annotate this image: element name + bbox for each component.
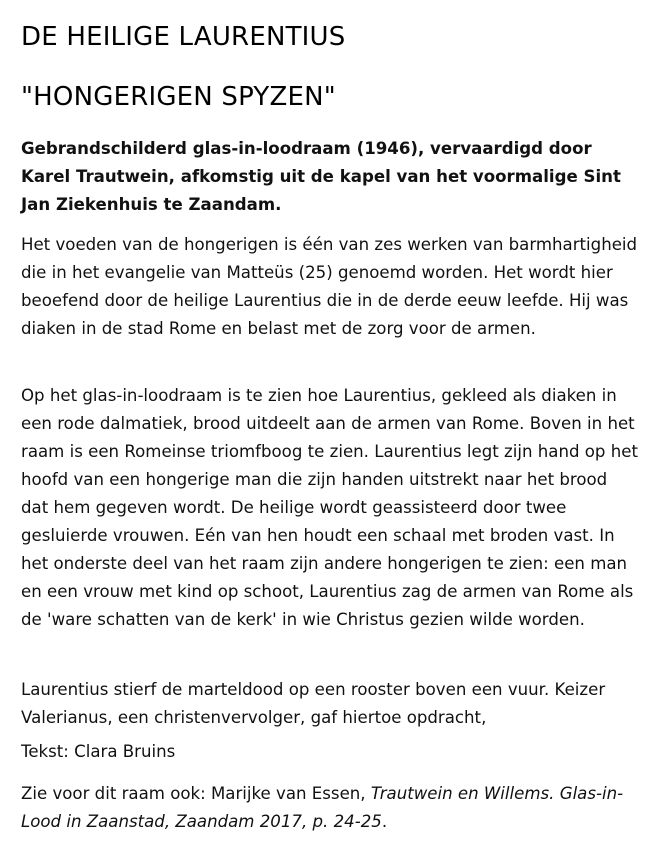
paragraph-martyrdom: Laurentius stierf de marteldood op een rooster boven een vuur. Keizer Valerianus, een christenvervolger, gaf hiertoe opdracht, [21, 680, 606, 727]
document-subtitle: "HONGERIGEN SPYZEN" [21, 82, 336, 112]
reference-suffix: . [381, 812, 388, 831]
reference-prefix: Zie voor dit raam ook: Marijke van Essen, [21, 784, 371, 803]
reference-title: Trautwein en Willems. Glas-in-Lood in Zaanstad, Zaandam 2017, p. 24-25 [21, 784, 624, 831]
paragraph-works-of-mercy: Het voeden van de hongerigen is één van zes werken van barmhartigheid die in het evangelie van Matteüs (25) genoemd worden. Het wordt hier beoefend door de heilige Laurentius die in de derde eeuw leefde. Hij was diaken in de stad Rome en belast met de zorg voor de armen. [21, 235, 638, 338]
lead-paragraph: Gebrandschilderd glas-in-loodraam (1946), vervaardigd door Karel Trautwein, afkomstig uit de kapel van het voormalige Sint Jan Ziekenhuis te Zaandam. [21, 139, 621, 214]
paragraph-window-description: Op het glas-in-loodraam is te zien hoe Laurentius, gekleed als diaken in een rode dalmatiek, brood uitdeelt aan de armen van Rome. Boven in het raam is een Romeinse triomfboog te zien. Laurentius legt zijn hand op het hoofd van een hongerige man die zijn handen uitstrekt naar het brood dat hem gegeven wordt. De heilige wordt geassisteerd door twee gesluierde vrouwen. Eén van hen houdt een schaal met broden vast. In het onderste deel van het raam zijn andere hongerigen te zien: een man en een vrouw met kind op schoot, Laurentius zag de armen van Rome als de 'ware schatten van de kerk' in wie Christus gezien wilde worden. [21, 386, 638, 629]
document-title: DE HEILIGE LAURENTIUS [21, 22, 346, 52]
reference-line [21, 780, 639, 836]
credit-line: Tekst: Clara Bruins [21, 742, 176, 761]
